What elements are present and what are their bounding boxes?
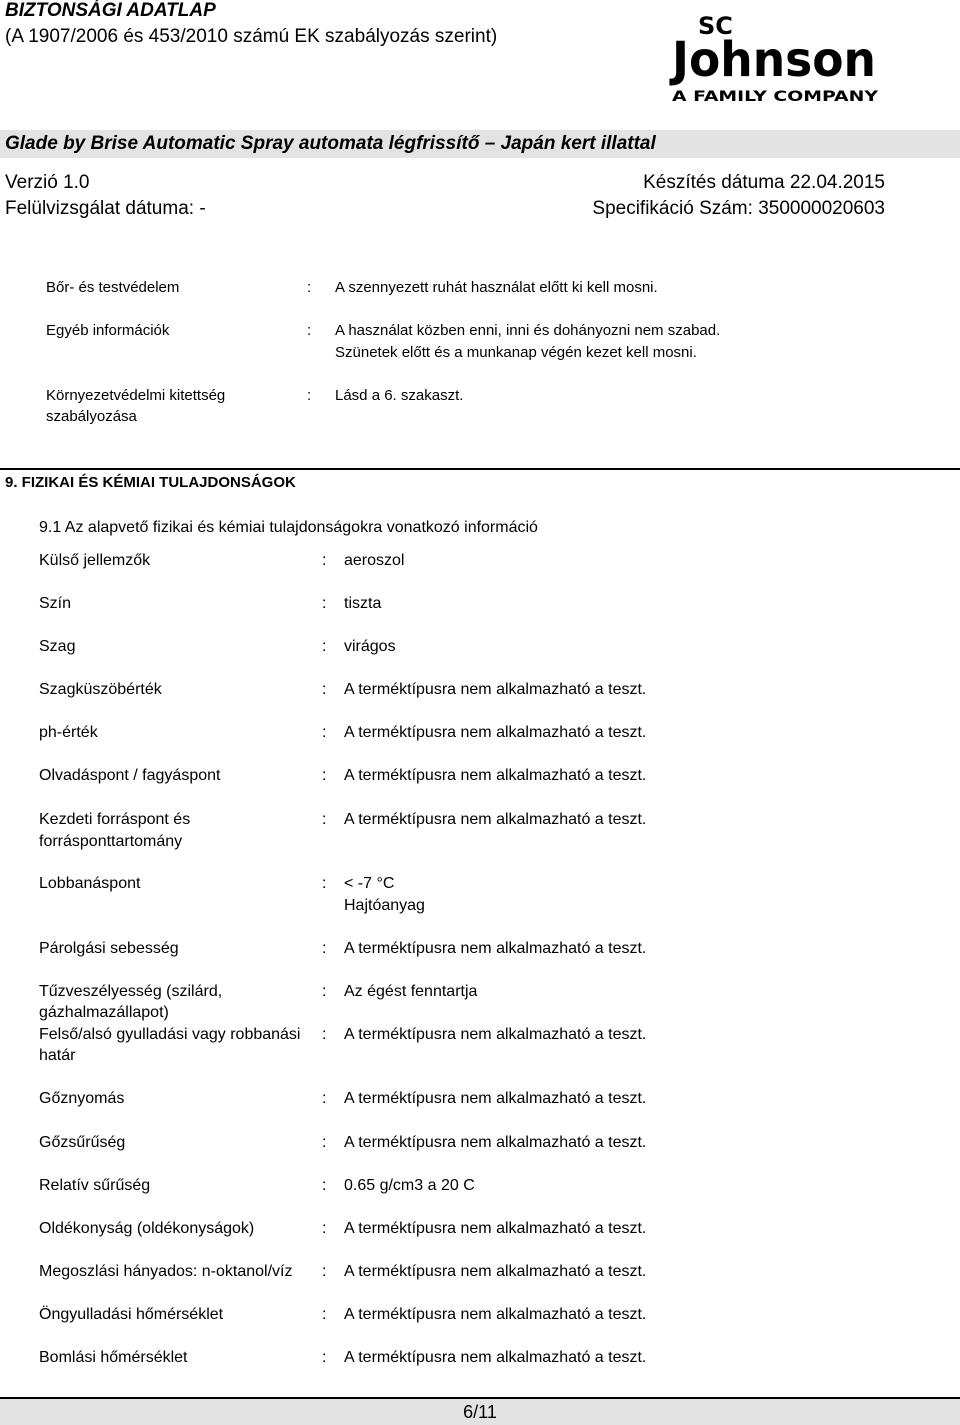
property-label: Oldékonyság (oldékonyságok) bbox=[39, 1220, 255, 1237]
property-colon: : bbox=[322, 1263, 327, 1280]
property-colon: : bbox=[322, 983, 327, 1000]
property-value: 0.65 g/cm3 a 20 C bbox=[344, 1177, 475, 1194]
subsection-heading: 9.1 Az alapvető fizikai és kémiai tulajdonságokra vonatkozó információ bbox=[39, 519, 538, 536]
property-value: A terméktípusra nem alkalmazható a teszt. bbox=[344, 681, 647, 698]
property-colon: : bbox=[322, 595, 327, 612]
property-colon: : bbox=[322, 1134, 327, 1151]
property-label: Kezdeti forráspont és bbox=[39, 811, 191, 828]
property-value: virágos bbox=[344, 638, 396, 655]
product-title: Glade by Brise Automatic Spray automata légfrissítő – Japán kert illattal bbox=[5, 133, 656, 154]
row-label: Egyéb információk bbox=[46, 322, 170, 339]
row-colon: : bbox=[307, 322, 312, 339]
property-value: tiszta bbox=[344, 595, 382, 612]
property-value: A terméktípusra nem alkalmazható a teszt. bbox=[344, 1026, 647, 1043]
property-label: Szín bbox=[39, 595, 72, 612]
logo-tagline-text: A FAMILY COMPANY bbox=[672, 89, 880, 105]
property-value: Az égést fenntartja bbox=[344, 983, 478, 1000]
property-value: A terméktípusra nem alkalmazható a teszt. bbox=[344, 1349, 647, 1366]
property-value: < -7 °C bbox=[344, 875, 395, 892]
property-label-line2: határ bbox=[39, 1047, 76, 1064]
property-colon: : bbox=[322, 1026, 327, 1043]
creation-date: Készítés dátuma 22.04.2015 bbox=[643, 172, 885, 193]
property-label-line2: gázhalmazállapot) bbox=[39, 1004, 169, 1021]
property-colon: : bbox=[322, 811, 327, 828]
logo-brand-text: Johnson bbox=[669, 32, 876, 88]
property-colon: : bbox=[322, 875, 327, 892]
property-label: Párolgási sebesség bbox=[39, 940, 179, 957]
property-label: Gőzsűrűség bbox=[39, 1134, 126, 1151]
property-colon: : bbox=[322, 552, 327, 569]
property-value: A terméktípusra nem alkalmazható a teszt. bbox=[344, 1220, 647, 1237]
row-value: A szennyezett ruhát használat előtt ki kell mosni. bbox=[335, 279, 658, 296]
property-value: A terméktípusra nem alkalmazható a teszt. bbox=[344, 940, 647, 957]
property-value: A terméktípusra nem alkalmazható a teszt. bbox=[344, 1306, 647, 1323]
regulation-reference: (A 1907/2006 és 453/2010 számú EK szabályozás szerint) bbox=[5, 26, 498, 47]
logo-sc-text: SC bbox=[698, 12, 733, 40]
property-colon: : bbox=[322, 940, 327, 957]
property-value: A terméktípusra nem alkalmazható a teszt. bbox=[344, 1090, 647, 1107]
sc-johnson-logo bbox=[668, 8, 880, 108]
review-date: Felülvizsgálat dátuma: - bbox=[5, 198, 206, 219]
property-label: ph-érték bbox=[39, 724, 98, 741]
property-colon: : bbox=[322, 1349, 327, 1366]
property-label: Lobbanáspont bbox=[39, 875, 141, 892]
property-label: Gőznyomás bbox=[39, 1090, 125, 1107]
property-value-line2: Hajtóanyag bbox=[344, 897, 425, 914]
row-label: Környezetvédelmi kitettség bbox=[46, 387, 226, 404]
document-title: BIZTONSÁGI ADATLAP bbox=[5, 0, 216, 21]
property-label-line2: forrásponttartomány bbox=[39, 833, 183, 850]
property-value: A terméktípusra nem alkalmazható a teszt. bbox=[344, 724, 647, 741]
property-colon: : bbox=[322, 638, 327, 655]
property-colon: : bbox=[322, 681, 327, 698]
row-colon: : bbox=[307, 387, 312, 404]
property-colon: : bbox=[322, 1220, 327, 1237]
property-colon: : bbox=[322, 724, 327, 741]
property-colon: : bbox=[322, 1306, 327, 1323]
property-value: A terméktípusra nem alkalmazható a teszt. bbox=[344, 811, 647, 828]
section-divider bbox=[0, 468, 960, 470]
property-label: Felső/alsó gyulladási vagy robbanási bbox=[39, 1026, 301, 1043]
property-label: Relatív sűrűség bbox=[39, 1177, 151, 1194]
property-colon: : bbox=[322, 767, 327, 784]
section-heading: 9. FIZIKAI ÉS KÉMIAI TULAJDONSÁGOK bbox=[5, 474, 296, 491]
property-label: Szagküszöbérték bbox=[39, 681, 162, 698]
property-label: Külső jellemzők bbox=[39, 552, 151, 569]
row-colon: : bbox=[307, 279, 312, 296]
property-label: Tűzveszélyesség (szilárd, bbox=[39, 983, 223, 1000]
property-label: Bomlási hőmérséklet bbox=[39, 1349, 188, 1366]
property-value: aeroszol bbox=[344, 552, 405, 569]
row-value: Lásd a 6. szakaszt. bbox=[335, 387, 464, 404]
row-value: A használat közben enni, inni és dohányozni nem szabad. bbox=[335, 322, 721, 339]
property-label: Olvadáspont / fagyáspont bbox=[39, 767, 221, 784]
property-value: A terméktípusra nem alkalmazható a teszt. bbox=[344, 1263, 647, 1280]
row-value-line2: Szünetek előtt és a munkanap végén kezet kell mosni. bbox=[335, 344, 697, 361]
spec-number: Specifikáció Szám: 350000020603 bbox=[592, 198, 885, 219]
property-value: A terméktípusra nem alkalmazható a teszt. bbox=[344, 1134, 647, 1151]
property-label: Megoszlási hányados: n-oktanol/víz bbox=[39, 1263, 293, 1280]
property-label: Öngyulladási hőmérséklet bbox=[39, 1306, 224, 1323]
row-label-line2: szabályozása bbox=[46, 408, 137, 425]
property-label: Szag bbox=[39, 638, 76, 655]
row-label: Bőr- és testvédelem bbox=[46, 279, 180, 296]
property-colon: : bbox=[322, 1090, 327, 1107]
page-number: 6/11 bbox=[463, 1402, 497, 1422]
property-colon: : bbox=[322, 1177, 327, 1194]
version: Verzió 1.0 bbox=[5, 172, 90, 193]
property-value: A terméktípusra nem alkalmazható a teszt. bbox=[344, 767, 647, 784]
